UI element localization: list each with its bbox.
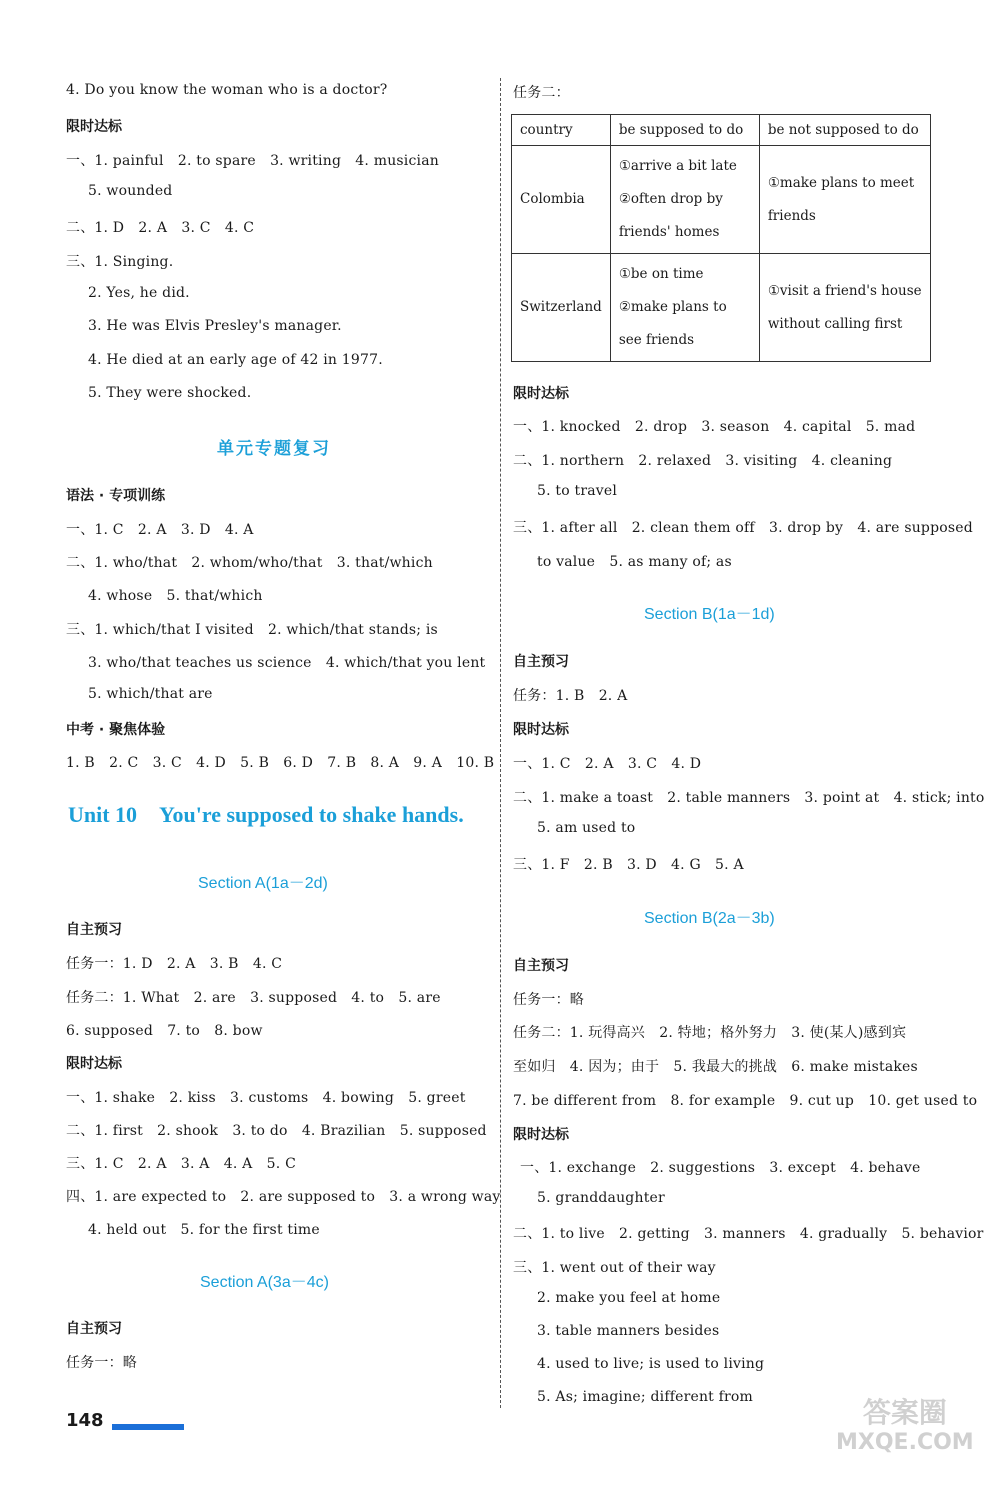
answer-line: 4. held out 5. for the first time (88, 1222, 320, 1238)
answer-line: 任务二： (513, 85, 570, 101)
watermark-logo (836, 1398, 974, 1458)
cell-item: ②make plans to see friends (618, 299, 727, 348)
answer-line: 三、1. Singing. (66, 254, 174, 270)
answer-line: 三、1. F 2. B 3. D 4. G 5. A (513, 857, 744, 873)
answer-line: 二、1. who/that 2. whom/who/that 3. that/which (66, 555, 433, 571)
table-cell: ①visit a friend's house without calling first (759, 254, 930, 362)
answer-line: 4. used to live; is used to living (537, 1356, 765, 1372)
answer-line: to value 5. as many of; as (537, 554, 732, 570)
answer-line: 3. who/that teaches us science 4. which/that you lent (88, 655, 486, 671)
answer-line: 任务一：1. D 2. A 3. B 4. C (66, 956, 283, 972)
answer-line: 任务二：1. 玩得高兴 2. 特地；格外努力 3. 使(某人)感到宾 (513, 1025, 907, 1041)
answer-table (511, 114, 931, 362)
table-header-cell: be not supposed to do (759, 115, 930, 146)
answer-line: 三、1. went out of their way (513, 1260, 716, 1276)
section-title: Section A(3a－4c) (200, 1274, 329, 1291)
answer-line: 4. whose 5. that/which (88, 588, 263, 604)
answer-line: 5. wounded (88, 183, 173, 199)
answer-line: 5. to travel (537, 483, 618, 499)
table-cell: Colombia (512, 146, 611, 254)
table-header-cell: country (512, 115, 611, 146)
column-divider (500, 78, 501, 1408)
answer-line: 任务一：略 (513, 992, 584, 1008)
answer-line: 二、1. first 2. shook 3. to do 4. Brazilian 5. supposed (66, 1123, 487, 1139)
section-heading: 自主预习 (513, 654, 569, 670)
answer-line: 至如归 4. 因为；由于 5. 我最大的挑战 6. make mistakes (513, 1059, 918, 1075)
answer-line: 四、1. are expected to 2. are supposed to 3. a wrong way (66, 1189, 501, 1205)
section-title: Section B(1a－1d) (644, 606, 775, 623)
answer-line: 一、1. knocked 2. drop 3. season 4. capital 5. mad (513, 419, 916, 435)
watermark-url: MXQE.COM (836, 1430, 974, 1455)
answer-line: 2. make you feel at home (537, 1290, 721, 1306)
table-cell: Switzerland (512, 254, 611, 362)
table-cell (610, 146, 759, 254)
answer-line: 7. be different from 8. for example 9. cut up 10. get used to (513, 1093, 978, 1109)
answer-line: 1. B 2. C 3. C 4. D 5. B 6. D 7. B 8. A 9. A 10. B (66, 755, 495, 771)
watermark-text: 答案圈 (862, 1396, 947, 1429)
answer-line: 二、1. to live 2. getting 3. manners 4. gradually 5. behavior (513, 1226, 984, 1242)
section-heading: 限时达标 (513, 722, 569, 738)
section-heading: 自主预习 (513, 958, 569, 974)
answer-line: 一、1. C 2. A 3. D 4. A (66, 522, 254, 538)
section-heading: 自主预习 (66, 922, 122, 938)
cell-item: ①be on time (618, 266, 704, 282)
cell-item: ①arrive a bit late (618, 158, 737, 174)
answer-line: 5. granddaughter (537, 1190, 665, 1206)
page-number: 148 (66, 1410, 104, 1431)
answer-line: 一、1. shake 2. kiss 3. customs 4. bowing 5. greet (66, 1090, 466, 1106)
answer-line: 任务：1. B 2. A (513, 688, 628, 704)
section-heading: 限时达标 (66, 119, 122, 135)
answer-line: 2. Yes, he did. (88, 285, 190, 301)
answer-line: 5. am used to (537, 820, 636, 836)
answer-line: 三、1. C 2. A 3. A 4. A 5. C (66, 1156, 296, 1172)
table-cell (610, 254, 759, 362)
section-title: Section B(2a－3b) (644, 910, 775, 927)
section-heading: 语法 · 专项训练 (66, 488, 166, 504)
section-heading: 限时达标 (513, 386, 569, 402)
section-heading: 限时达标 (513, 1127, 569, 1143)
topic-heading: 单元专题复习 (217, 439, 331, 459)
section-heading: 中考 · 聚焦体验 (66, 722, 166, 738)
section-title: Section A(1a－2d) (198, 875, 328, 892)
table-row (512, 254, 931, 362)
answer-line: 3. table manners besides (537, 1323, 720, 1339)
answer-line: 5. which/that are (88, 686, 213, 702)
answer-line: 二、1. northern 2. relaxed 3. visiting 4. cleaning (513, 453, 893, 469)
page-number-bar (112, 1424, 184, 1430)
answer-line: 一、1. painful 2. to spare 3. writing 4. musician (66, 153, 439, 169)
answer-line: 一、1. C 2. A 3. C 4. D (513, 756, 702, 772)
answer-line: 三、1. which/that I visited 2. which/that stands; is (66, 622, 438, 638)
answer-line: 5. They were shocked. (88, 385, 252, 401)
table-header-row (512, 115, 931, 146)
answer-line: 任务二：1. What 2. are 3. supposed 4. to 5. are (66, 990, 441, 1006)
answer-line: 5. As; imagine; different from (537, 1389, 754, 1405)
answer-line: 一、1. exchange 2. suggestions 3. except 4. behave (520, 1160, 921, 1176)
cell-item: ②often drop by friends' homes (618, 191, 723, 240)
answer-line: 4. Do you know the woman who is a doctor? (66, 82, 388, 98)
unit-title: Unit 10 You're supposed to shake hands. (68, 802, 464, 827)
answer-line: 二、1. make a toast 2. table manners 3. point at 4. stick; into (513, 790, 985, 806)
answer-line: 4. He died at an early age of 42 in 1977. (88, 352, 383, 368)
table-header-cell: be supposed to do (610, 115, 759, 146)
answer-line: 三、1. after all 2. clean them off 3. drop by 4. are supposed (513, 520, 973, 536)
table-row (512, 146, 931, 254)
answer-line: 任务一：略 (66, 1355, 137, 1371)
answer-line: 6. supposed 7. to 8. bow (66, 1023, 263, 1039)
section-heading: 自主预习 (66, 1321, 122, 1337)
answer-line: 二、1. D 2. A 3. C 4. C (66, 220, 255, 236)
table-cell: ①make plans to meet friends (759, 146, 930, 254)
section-heading: 限时达标 (66, 1056, 122, 1072)
answer-line: 3. He was Elvis Presley's manager. (88, 318, 342, 334)
